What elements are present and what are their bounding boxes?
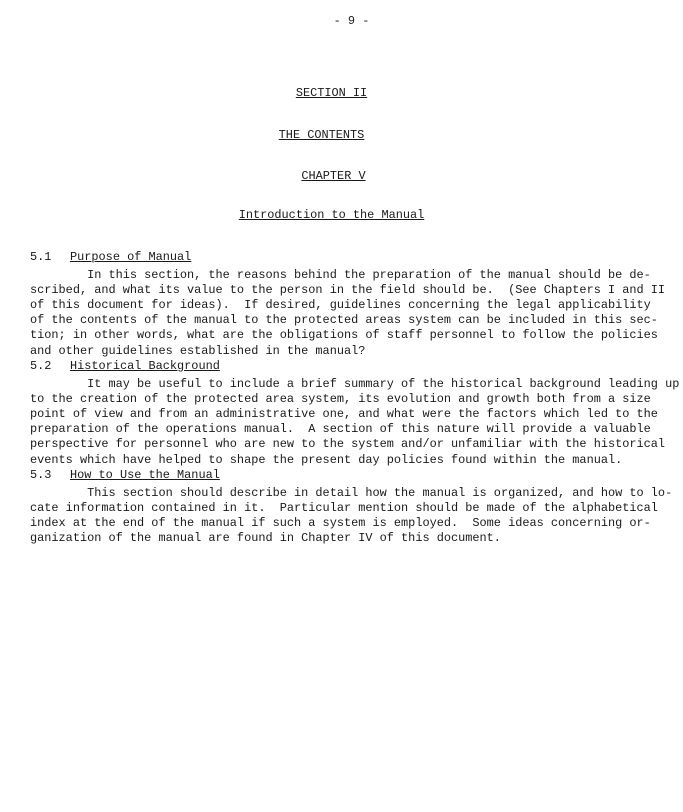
section-number: 5.1 — [30, 250, 52, 264]
paragraph-line: to the creation of the protected area system, its evolution and growth both from a size — [30, 392, 651, 407]
section-heading: SECTION II — [295, 86, 368, 100]
paragraph-line: perspective for personnel who are new to the system and/or unfamiliar with the historical — [30, 437, 666, 452]
paragraph-line: and other guidelines established in the manual? — [30, 343, 366, 358]
document-title: Introduction to the Manual — [238, 208, 425, 222]
section-number: 5.2 — [30, 359, 52, 373]
subsection-heading: Purpose of Manual — [70, 250, 192, 264]
paragraph-line: cate information contained in it. Particular mention should be made of the alphabetical — [30, 501, 658, 516]
paragraph-line: events which have helped to shape the present day policies found within the manual. — [30, 452, 623, 467]
paragraph-line: of this document for ideas). If desired, guidelines concerning the legal applicability — [30, 298, 651, 313]
paragraph-line: This section should describe in detail how the manual is organized, and how to lo- — [30, 486, 673, 500]
paragraph-line: tion; in other words, what are the obligations of staff personnel to follow the policies — [30, 328, 658, 343]
paragraph-line: ganization of the manual are found in Chapter IV of this document. — [30, 531, 501, 546]
paragraph-line: preparation of the operations manual. A section of this nature will provide a valuable — [30, 422, 651, 437]
paragraph-line: It may be useful to include a brief summary of the historical background leading up — [30, 377, 680, 391]
subsection-heading: Historical Background — [70, 359, 220, 373]
contents-heading: THE CONTENTS — [278, 128, 365, 142]
paragraph-line: of the contents of the manual to the protected areas system can be included in this sec- — [30, 313, 658, 328]
paragraph-line: scribed, and what its value to the person in the field should be. (See Chapters I and II — [30, 283, 666, 298]
paragraph-line: In this section, the reasons behind the preparation of the manual should be de- — [30, 268, 651, 282]
subsection-heading: How to Use the Manual — [70, 468, 220, 482]
section-number: 5.3 — [30, 468, 52, 482]
page-number: - 9 - — [333, 14, 370, 28]
paragraph-line: point of view and from an administrative one, and what were the factors which led to the — [30, 407, 658, 422]
chapter-heading: CHAPTER V — [301, 169, 366, 183]
paragraph-line: index at the end of the manual if such a system is employed. Some ideas concerning or- — [30, 516, 651, 531]
